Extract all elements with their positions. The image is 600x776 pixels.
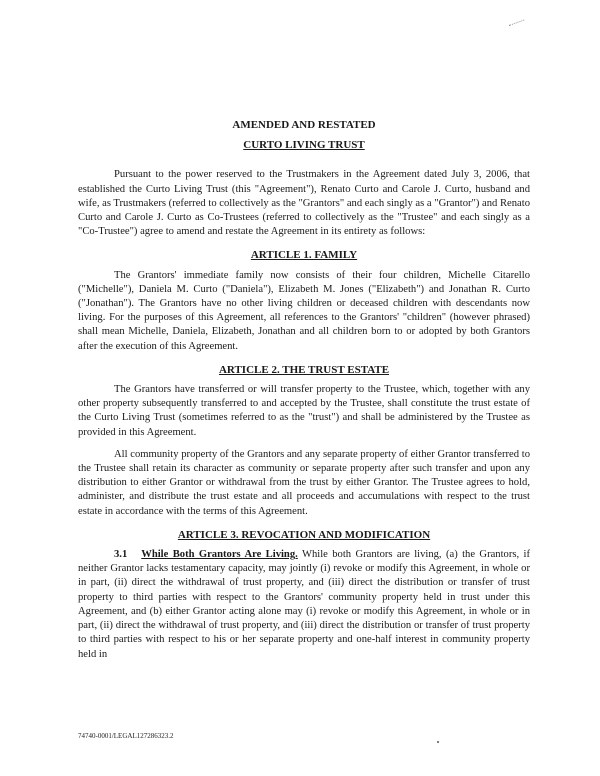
article-1-paragraph: The Grantors' immediate family now consists of their four children, Michelle Citarello ("Michelle"), Daniela M. Curto ("Daniela"), Elizabeth M. Jones ("Elizabeth") and Jonathan R. Curto ("Jonathan"). The Grantors have no other living children or deceased children with descendants now living. For the purposes of this Agreement, all references to the Grantors' "children" (however phrased) shall mean Michelle, Daniela, Elizabeth, Jonathan and all children born to or adopted by both Grantors after the execution of this Agreement. [78,269,530,352]
document-title-line2: CURTO LIVING TRUST [243,139,365,152]
article-2-heading: ARTICLE 2. THE TRUST ESTATE [218,363,390,376]
section-3-1-text: While both Grantors are living, (a) the Grantors, if neither Grantor lacks testamentary capacity, may jointly (i) revoke or modify this Agreement, in whole or in part, (ii) direct the withdrawal of trust property, and (iii) direct the distribution or transfer of trust property to third parties with respect to the Grantors' community property held in trust under this Agreement, and (b) either Grantor acting alone may (i) revoke or modify this Agreement, in whole or in part, (ii) direct the withdrawal of trust property, and (iii) direct the distribution or transfer of trust property to third parties with respect to his or her separate property and one-half interest in community property held in [78,549,530,660]
document-body [78,118,530,670]
article-1-heading: ARTICLE 1. FAMILY [250,249,358,262]
article-3-heading: ARTICLE 3. REVOCATION AND MODIFICATION [177,528,431,541]
document-title-line1: AMENDED AND RESTATED [232,119,376,131]
intro-paragraph: Pursuant to the power reserved to the Trustmakers in the Agreement dated July 3, 2006, that established the Curto Living Trust (this "Agreement"), Renato Curto and Carole J. Curto, husband and wife, as Trustmakers (referred to collectively as the "Grantors" and each singly as a "Grantor") and Renato Curto and Carole J. Curto as Co-Trustees (referred to collectively as the "Trustee" and each singly as a "Co-Trustee") agree to amend and restate the Agreement in its entirety as follows: [78,169,530,238]
section-3-1-title: While Both Grantors Are Living. [141,549,298,561]
scan-mark [509,20,527,34]
article-2-paragraph-1: The Grantors have transferred or will transfer property to the Trustee, which, together with any other property subsequently transferred to and accepted by the Trustee, shall constitute the trust estate of the Curto Living Trust (sometimes referred to as the "trust") and shall be administered by the Trustee as provided in this Agreement. [78,384,530,438]
section-3-1-number: 3.1 [114,549,128,561]
section-3-1-paragraph [78,548,530,662]
footer-document-code: 74740-0001/LEGAL127286323.2 [78,732,174,740]
article-2-paragraph-2: All community property of the Grantors and any separate property of either Grantor transferred to the Trustee shall retain its character as community or separate property after such transfer and upon any distribution to either Grantor or withdrawal from the trust by either Grantor. The Trustee agrees to hold, administer, and distribute the trust estate and all proceeds and accumulations with respect to the trust estate in accordance with the terms of this Agreement. [78,448,530,517]
scan-speck [437,741,439,743]
